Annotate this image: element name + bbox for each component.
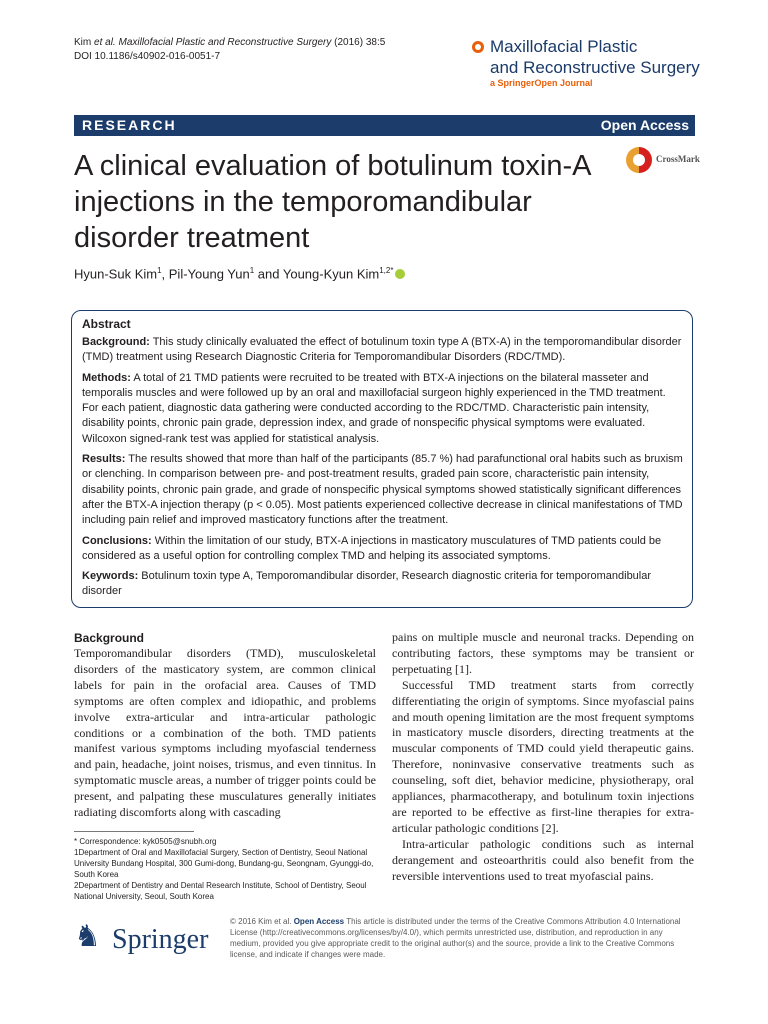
- orcid-icon[interactable]: [395, 269, 405, 279]
- author-1-affiliation: 1: [157, 266, 162, 275]
- author-1: Hyun-Suk Kim: [74, 266, 158, 282]
- abstract-conclusions: [82, 534, 684, 565]
- author-3-affiliation: 1,2*: [379, 266, 394, 275]
- license-open-access: Open Access: [293, 917, 345, 926]
- affiliation-2: 2Department of Dentistry and Dental Research Institute, School of Dentistry, Seoul National University, Seoul, South Korea: [74, 881, 367, 901]
- abstract-keywords-text: Botulinum toxin type A, Temporomandibular disorder, Research diagnostic criteria for temporomandibular disorder: [82, 570, 652, 598]
- crossmark-icon: [626, 147, 652, 173]
- abstract-heading: Abstract: [82, 317, 131, 331]
- abstract-methods-text: A total of 21 TMD patients were recruited to be treated with BTX-A injections on the bilateral masseter and temporalis muscles and were followed up by an oral and maxillofacial surgeon highly experienced in the TMD treatment. For each patient, diagnostic data gathering were conducted according to the RDC/TMD. Characteristic pain intensity, disability points, chronic pain grade, depression index, and grade of nonspecific physical symptoms were evaluated. Wilcoxon signed-rank test was applied for statistical analysis.: [82, 371, 666, 445]
- open-access-label: Open Access: [600, 117, 689, 133]
- correspondence-note: * Correspondence: kyk0505@snubh.org: [74, 837, 217, 846]
- body-paragraph: Intra-articular pathologic conditions such as internal derangement and osteoarthritis could also benefit from the reversible interventions used to treat myofascial pains.: [392, 836, 694, 883]
- journal-logo: [472, 36, 702, 88]
- author-3: and Young-Kyun Kim: [254, 266, 380, 282]
- citation-etal: et al.: [94, 37, 116, 48]
- springer-horse-icon: ♞: [74, 920, 101, 953]
- abstract-conclusions-label: Conclusions:: [82, 534, 152, 547]
- abstract-conclusions-text: Within the limitation of our study, BTX-A injections in masticatory musculatures of TMD patients could be considered as a useful option for controlling complex TMD and helping its associated symptoms.: [82, 534, 662, 562]
- journal-name-line2: and Reconstructive Surgery: [490, 58, 700, 77]
- abstract-background: [82, 335, 684, 366]
- citation-authors: Kim: [74, 37, 92, 48]
- section-heading-background: Background: [74, 631, 145, 645]
- license-text: This article is distributed under the terms of the Creative Commons Attribution 4.0 International License (http://creativecommons.org/licenses/by/4.0/), which permits unrestricted use, distribution, and reproduction in any medium, provided you give appropriate credit to the original author(s) and the source, provide a link to the Creative Commons license, and indicate if changes were made.: [230, 917, 681, 959]
- abstract-methods: [82, 371, 684, 447]
- article-type-label: RESEARCH: [82, 117, 177, 133]
- abstract-keywords-label: Keywords:: [82, 570, 139, 583]
- article-type-banner: [74, 115, 695, 136]
- affiliation-1: 1Department of Oral and Maxillofacial Surgery, Section of Dentistry, Seoul National University Bundang Hospital, 300 Gumi-dong, Bundang-gu, Seongnam, Gyunggi-do, South Korea: [74, 848, 374, 879]
- journal-logo-icon: [472, 41, 484, 53]
- citation-header: [74, 36, 454, 64]
- license-copyright: © 2016 Kim et al.: [230, 917, 294, 926]
- abstract-keywords: [82, 569, 684, 600]
- body-paragraph: pains on multiple muscle and neuronal tracks. Depending on contributing factors, these symptoms may be transient or perpetuating [1].: [392, 630, 694, 676]
- author-list: [74, 266, 405, 281]
- footnotes: [74, 836, 374, 902]
- body-paragraph: Temporomandibular disorders (TMD), musculoskeletal disorders of the masticatory system, are common clinical labels for pain in the orofacial area. Causes of TMD symptoms are often complex and idiopathic, and problems involve extra-articular and intra-articular pathologic conditions or a combination of the both. TMD patients manifest various symptoms including myofascial tenderness and pain, headache, joint noises, trismus, and even tinnitus. In symptomatic muscle areas, a number of trigger points could be present, and palpating these musculatures generally initiates radiating discomforts along with cascading: [74, 646, 376, 820]
- body-column-right: [392, 630, 694, 885]
- doi[interactable]: DOI 10.1186/s40902-016-0051-7: [74, 51, 221, 62]
- abstract-background-text: This study clinically evaluated the effect of botulinum toxin type A (BTX-A) in the temporomandibular disorder (TMD) treatment using Research Diagnostic Criteria for Temporomandibular Disorders (RDC/TMD).: [82, 336, 682, 364]
- citation-year-volume: (2016) 38:5: [331, 37, 386, 48]
- abstract-results-label: Results:: [82, 453, 126, 466]
- crossmark-button[interactable]: [626, 147, 706, 175]
- springer-wordmark: Springer: [112, 924, 209, 955]
- journal-name-line1: Maxillofacial Plastic: [490, 37, 638, 56]
- citation-journal: Maxillofacial Plastic and Reconstructive Surgery: [118, 37, 332, 48]
- footnote-divider: [74, 831, 194, 832]
- body-column-left: [74, 630, 376, 821]
- article-title: A clinical evaluation of botulinum toxin-A injections in the temporomandibular disorder treatment: [74, 150, 590, 254]
- body-paragraph: Successful TMD treatment starts from correctly differentiating the origin of symptoms. Since myofascial pains and mouth opening limitation are the most frequent symptoms in masticatory muscle disorders, directing treatments at the muscular components of TMD could yield therapeutic gains. Therefore, noninvasive conservative treatments such as counseling, soft diet, behavior medicine, physiotherapy, oral appliances, pharmacotherapy, and botulinum toxin injections are reported to be effective as first-line therapies for extra-articular pathologic conditions [2].: [392, 677, 694, 835]
- abstract-results-text: The results showed that more than half of the participants (85.7 %) had parafunctional oral habits such as bruxism or clenching. In comparison between pre- and post-treatment results, graded pain score, characteristic pain intensity, disability points, chronic pain grade, and grade of nonspecific physical symptoms showed statistically significant differences after the BTX-A injection therapy (p < 0.05). Most patients experienced collective decrease in clinical manifestations of TMD including pain relief and improved masticatory functions after the treatment.: [82, 453, 683, 527]
- author-2-affiliation: 1: [249, 266, 255, 275]
- abstract-box: [71, 310, 693, 608]
- journal-tagline: a SpringerOpen Journal: [490, 78, 593, 88]
- springer-logo: [74, 918, 224, 964]
- abstract-background-label: Background:: [82, 336, 150, 348]
- author-2: , Pil-Young Yun: [161, 266, 250, 282]
- abstract-results: [82, 452, 684, 528]
- license-statement: [230, 916, 695, 960]
- crossmark-label: CrossMark: [656, 154, 700, 164]
- abstract-methods-label: Methods:: [82, 371, 131, 384]
